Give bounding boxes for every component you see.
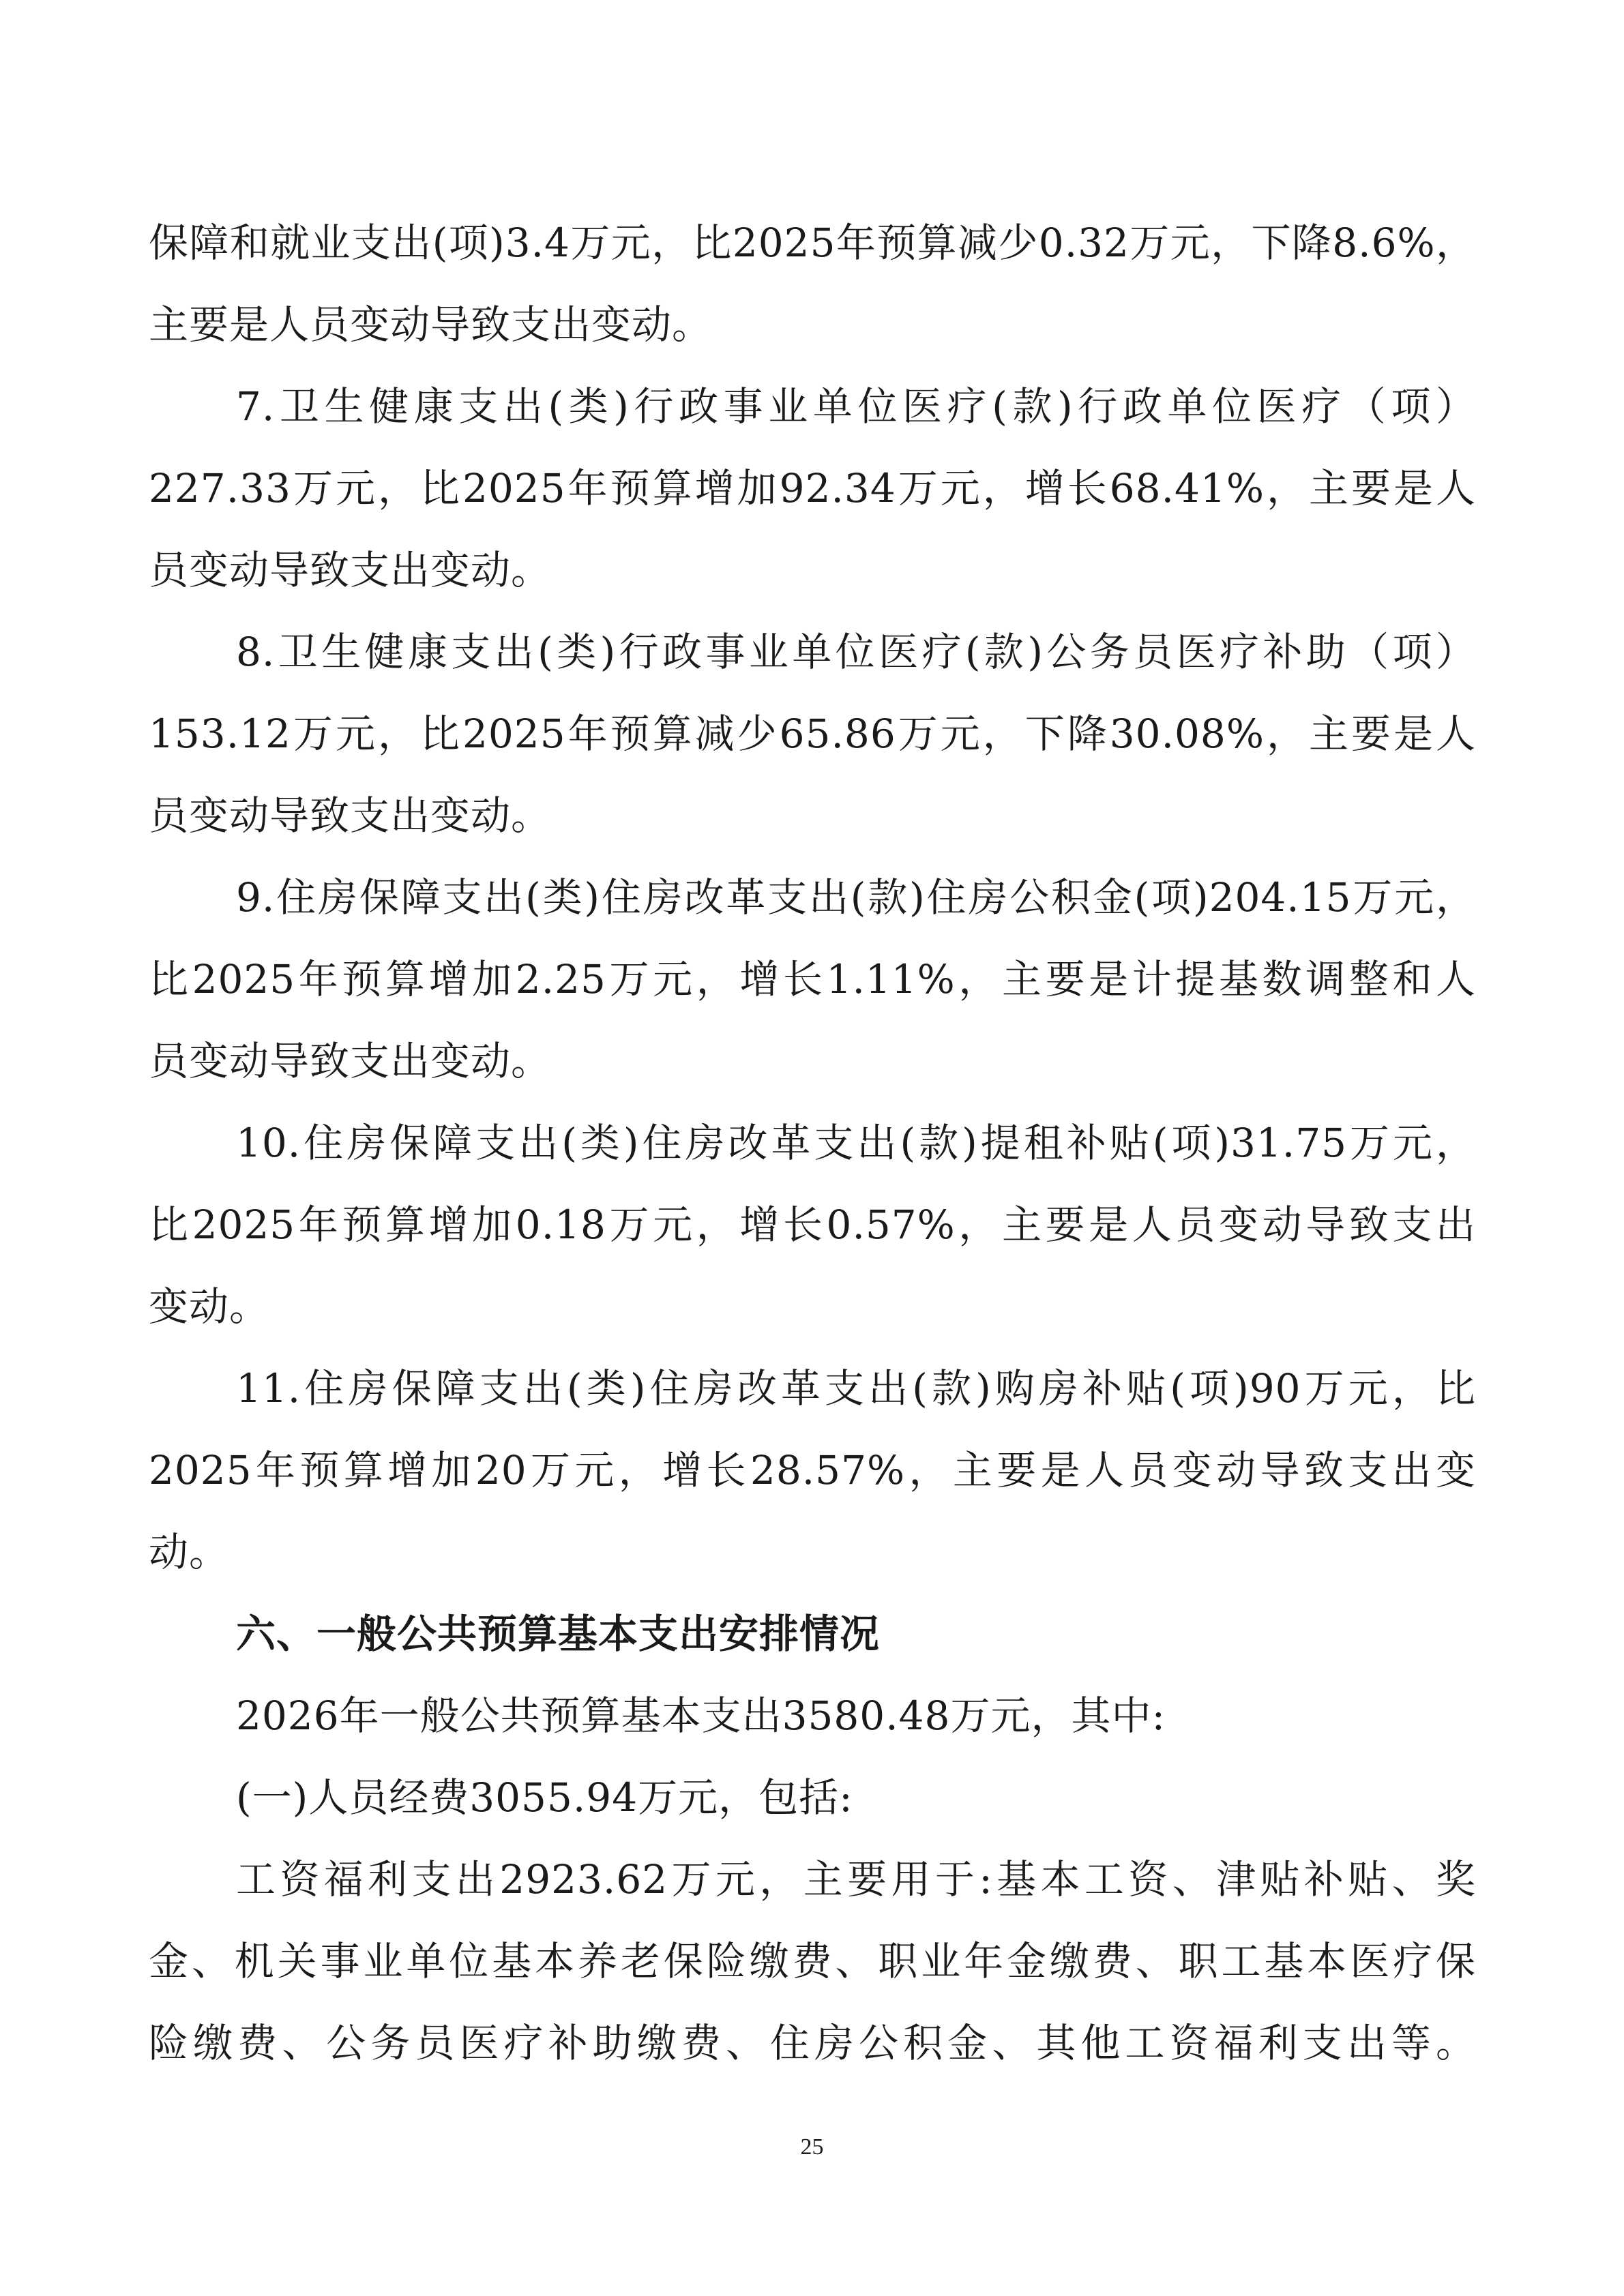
- text-line: 11.住房保障支出(类)住房改革支出(款)购房补贴(项)90万元，比: [236, 1365, 1476, 1412]
- text-line: 153.12万元，比2025年预算减少65.86万元，下降30.08%，主要是人: [149, 711, 1476, 757]
- text-line: (一)人员经费3055.94万元，包括:: [236, 1774, 853, 1821]
- text-line: 比2025年预算增加0.18万元，增长0.57%，主要是人员变动导致支出: [149, 1202, 1476, 1248]
- text-line: 险缴费、公务员医疗补助缴费、住房公积金、其他工资福利支出等。: [149, 2020, 1476, 2066]
- text-line: 227.33万元，比2025年预算增加92.34万元，增长68.41%，主要是人: [149, 465, 1476, 511]
- text-line: 比2025年预算增加2.25万元，增长1.11%，主要是计提基数调整和人: [149, 956, 1476, 1002]
- text-line: 9.住房保障支出(类)住房改革支出(款)住房公积金(项)204.15万元，: [236, 874, 1476, 921]
- text-line: 员变动导致支出变动。: [149, 792, 552, 839]
- text-line: 变动。: [149, 1283, 270, 1330]
- document-body: [149, 202, 1476, 2084]
- text-line: 主要是人员变动导致支出变动。: [149, 301, 713, 348]
- text-line: 10.住房保障支出(类)住房改革支出(款)提租补贴(项)31.75万元，: [236, 1120, 1476, 1166]
- text-line: 7.卫生健康支出(类)行政事业单位医疗(款)行政单位医疗（项）: [236, 383, 1476, 430]
- text-line: 工资福利支出2923.62万元，主要用于:基本工资、津贴补贴、奖: [236, 1856, 1476, 1903]
- text-line: 动。: [149, 1529, 230, 1575]
- page-number: 25: [800, 2134, 824, 2160]
- section-heading: 六、一般公共预算基本支出安排情况: [236, 1611, 881, 1657]
- text-line: 2026年一般公共预算基本支出3580.48万元，其中:: [236, 1693, 1166, 1739]
- text-line: 员变动导致支出变动。: [149, 1038, 552, 1084]
- text-line: 员变动导致支出变动。: [149, 547, 552, 593]
- text-line: 2025年预算增加20万元，增长28.57%，主要是人员变动导致支出变: [149, 1447, 1476, 1493]
- text-line: 金、机关事业单位基本养老保险缴费、职业年金缴费、职工基本医疗保: [149, 1938, 1476, 1984]
- text-line: 保障和就业支出(项)3.4万元，比2025年预算减少0.32万元，下降8.6%，: [149, 220, 1476, 266]
- text-line: 8.卫生健康支出(类)行政事业单位医疗(款)公务员医疗补助（项）: [236, 629, 1476, 675]
